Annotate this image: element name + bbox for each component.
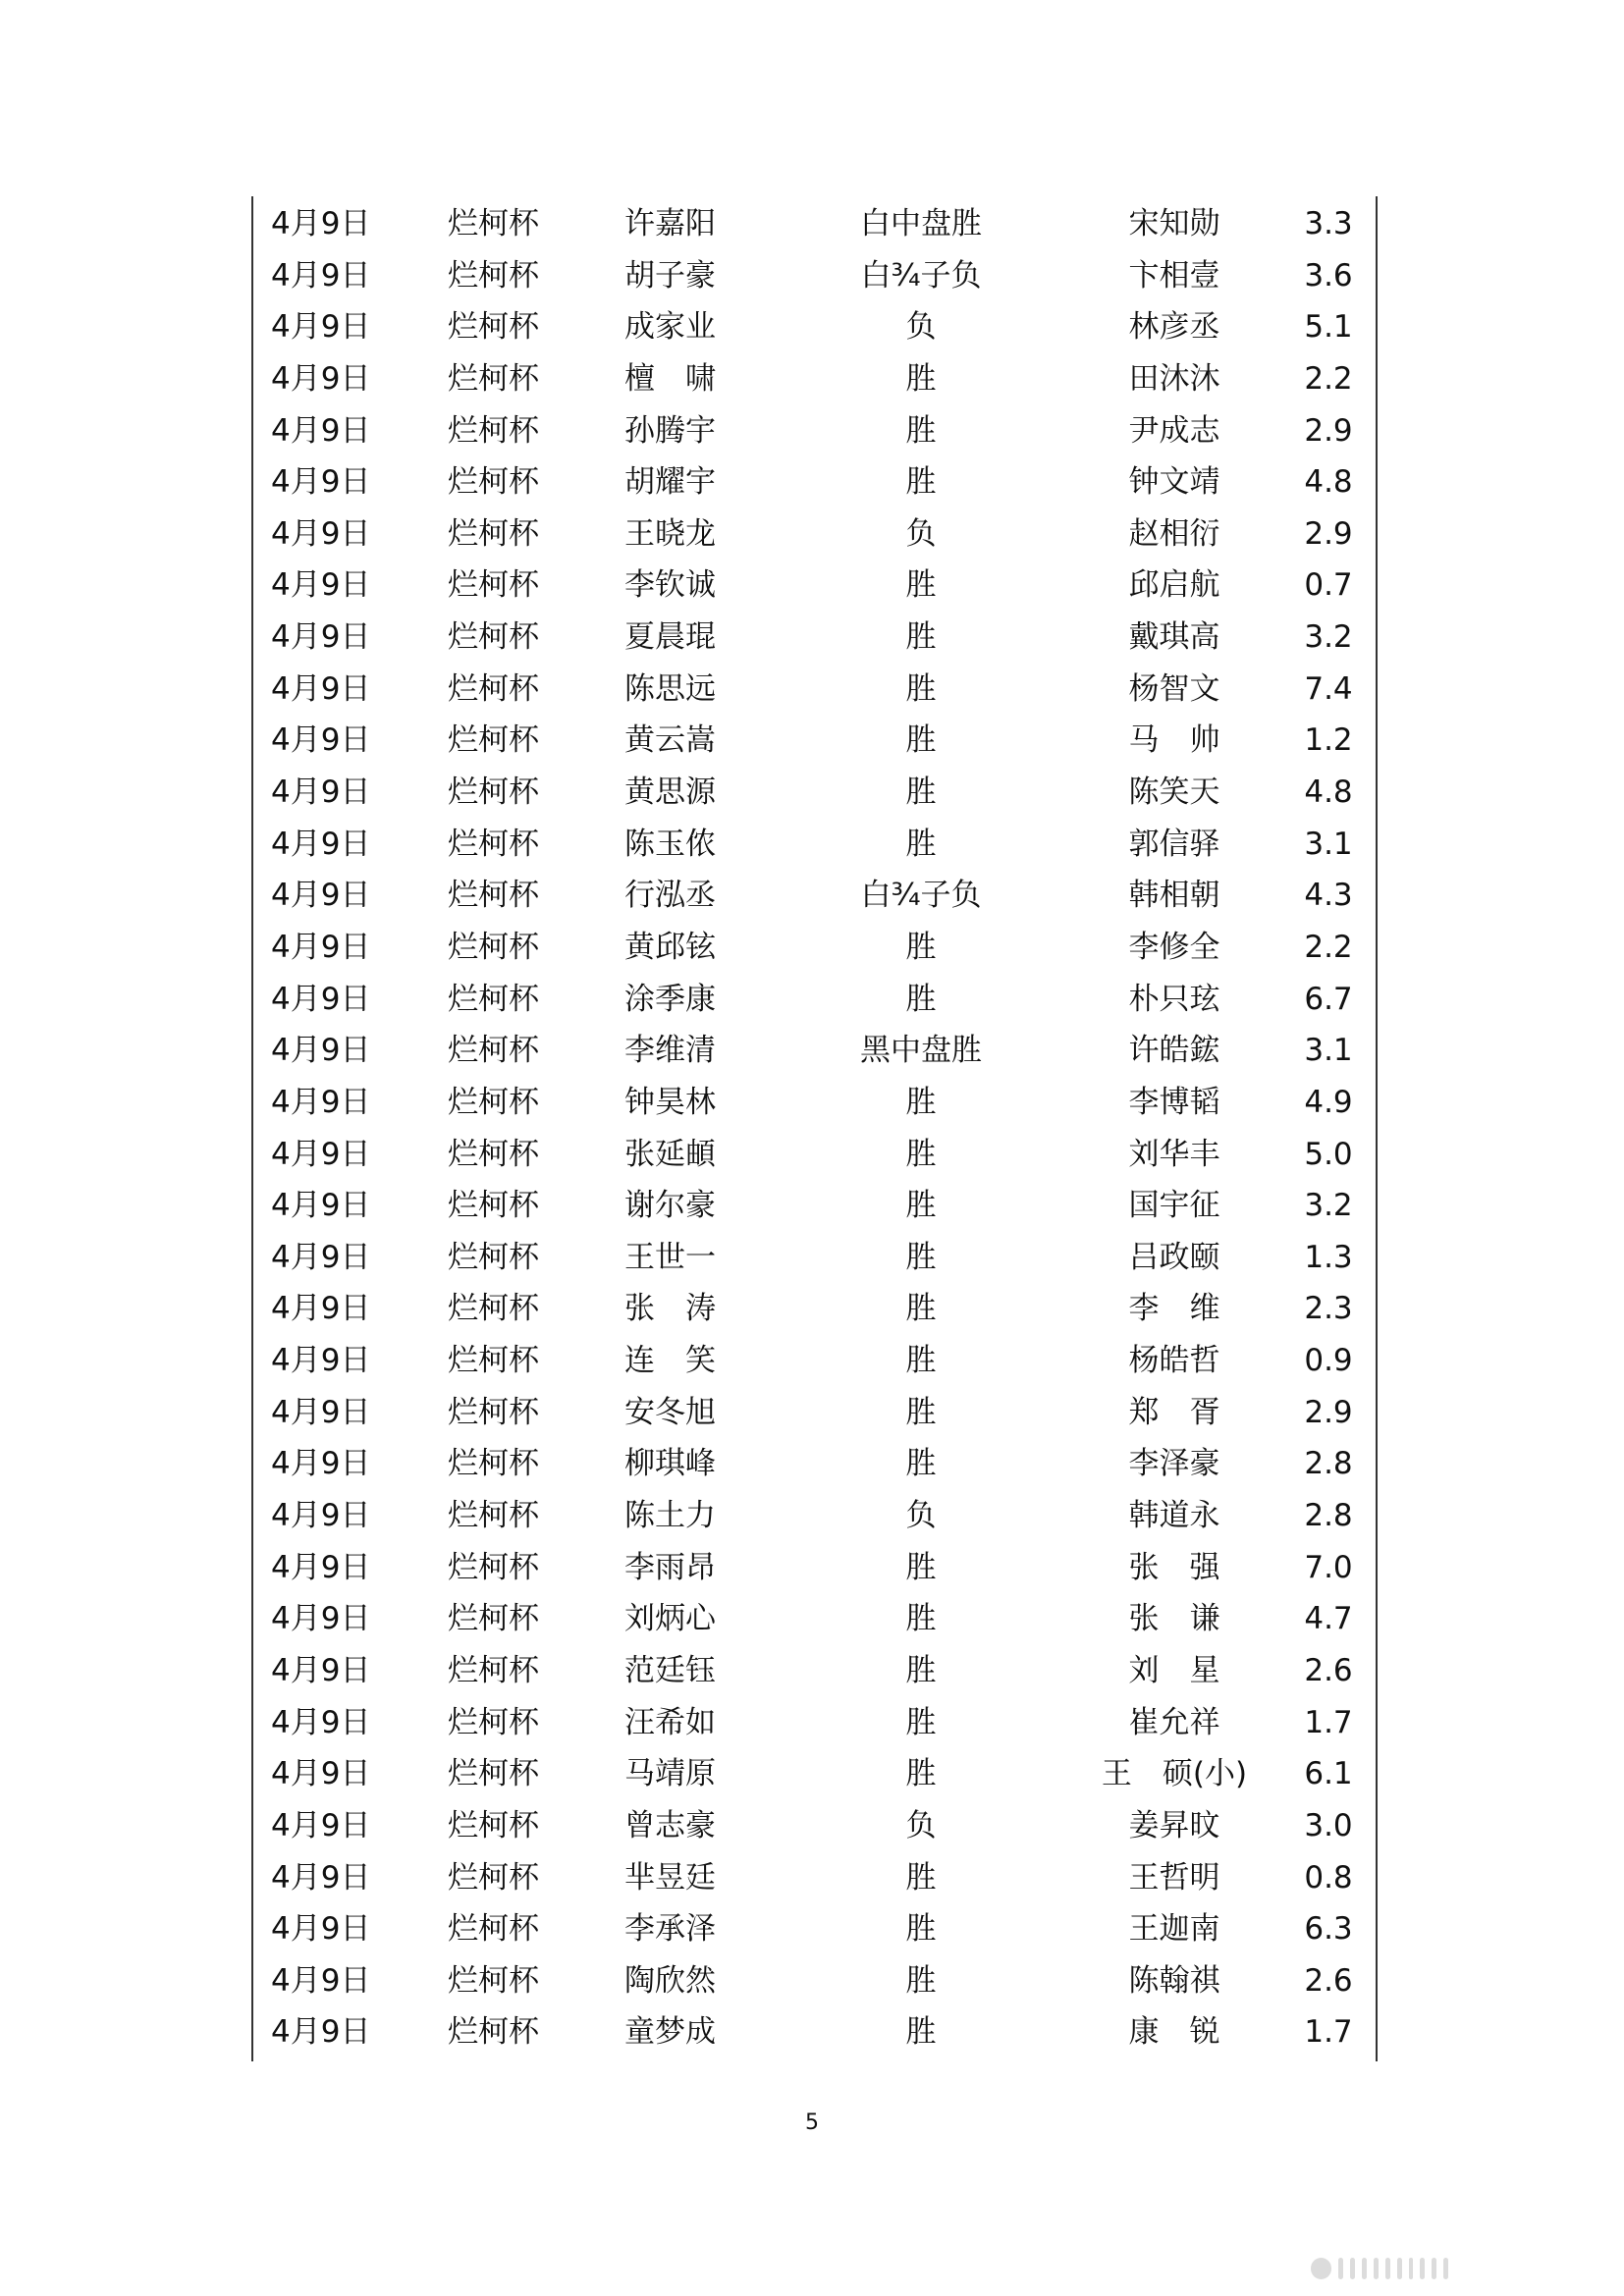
cell-cup: 烂柯杯 — [448, 567, 539, 604]
cell-player2: 刘 星 — [1128, 1652, 1220, 1688]
cell-player1: 陈土力 — [624, 1498, 716, 1534]
cell-player2: 陈翰祺 — [1128, 1962, 1220, 1999]
table-row — [253, 974, 1374, 1026]
cell-player2: 崔允祥 — [1128, 1704, 1220, 1740]
cell-date: 4月9日 — [271, 567, 371, 604]
cell-player1: 张延頔 — [624, 1136, 716, 1172]
cell-player1: 黄云嵩 — [624, 722, 716, 759]
page-number: 5 — [805, 2110, 819, 2135]
cell-score: 1.7 — [1304, 1704, 1353, 1740]
results-table — [253, 198, 1374, 2058]
cell-result: 胜 — [905, 619, 937, 656]
cell-cup: 烂柯杯 — [448, 309, 539, 346]
cell-cup: 烂柯杯 — [448, 1188, 539, 1224]
cell-result: 胜 — [905, 2014, 937, 2051]
cell-score: 6.3 — [1304, 1911, 1353, 1948]
cell-score: 3.1 — [1304, 826, 1353, 862]
table-row — [253, 2006, 1374, 2058]
cell-cup: 烂柯杯 — [448, 2014, 539, 2051]
table-row — [253, 1025, 1374, 1077]
cell-cup: 烂柯杯 — [448, 722, 539, 759]
table-row — [253, 1852, 1374, 1904]
cell-result: 负 — [905, 1498, 937, 1534]
cell-score: 4.9 — [1304, 1084, 1353, 1120]
cell-player2: 姜昇旼 — [1128, 1807, 1220, 1843]
cell-score: 7.4 — [1304, 670, 1353, 707]
cell-player2: 杨皓哲 — [1128, 1343, 1220, 1379]
cell-score: 7.0 — [1304, 1549, 1353, 1585]
cell-player1: 许嘉阳 — [624, 206, 716, 241]
cell-player1: 胡子豪 — [624, 257, 716, 294]
cell-player2: 戴琪高 — [1128, 619, 1220, 656]
cell-result: 胜 — [905, 981, 937, 1017]
cell-player1: 安冬旭 — [624, 1394, 716, 1430]
cell-player1: 钟昊林 — [624, 1084, 716, 1120]
cell-player2: 李 维 — [1128, 1291, 1220, 1327]
cell-cup: 烂柯杯 — [448, 1704, 539, 1740]
cell-date: 4月9日 — [271, 826, 371, 862]
table-row — [253, 405, 1374, 457]
cell-player2: 韩相朝 — [1128, 878, 1220, 914]
cell-result: 胜 — [905, 929, 937, 965]
cell-player2: 马 帅 — [1128, 722, 1220, 759]
cell-date: 4月9日 — [271, 722, 371, 759]
cell-player2: 李泽豪 — [1128, 1446, 1220, 1482]
cell-player2: 邱启航 — [1128, 567, 1220, 604]
cell-player2: 李博韬 — [1128, 1084, 1220, 1120]
cell-cup: 烂柯杯 — [448, 1549, 539, 1585]
cell-score: 2.9 — [1304, 412, 1353, 449]
cell-player2: 杨智文 — [1128, 670, 1220, 707]
cell-cup: 烂柯杯 — [448, 1859, 539, 1896]
cell-score: 0.9 — [1304, 1343, 1353, 1379]
cell-score: 4.8 — [1304, 774, 1353, 811]
cell-score: 3.0 — [1304, 1807, 1353, 1843]
cell-cup: 烂柯杯 — [448, 1343, 539, 1379]
cell-cup: 烂柯杯 — [448, 619, 539, 656]
cell-player2: 张 谦 — [1128, 1601, 1220, 1637]
cell-score: 5.1 — [1304, 309, 1353, 346]
cell-result: 负 — [905, 309, 937, 346]
table-row — [253, 508, 1374, 561]
cell-cup: 烂柯杯 — [448, 1033, 539, 1069]
table-row — [253, 819, 1374, 871]
cell-result: 胜 — [905, 360, 937, 397]
cell-cup: 烂柯杯 — [448, 464, 539, 501]
table-row — [253, 353, 1374, 405]
cell-player1: 行泓丞 — [624, 878, 716, 914]
cell-cup: 烂柯杯 — [448, 1601, 539, 1637]
cell-player1: 柳琪峰 — [624, 1446, 716, 1482]
cell-cup: 烂柯杯 — [448, 1136, 539, 1172]
cell-date: 4月9日 — [271, 1033, 371, 1069]
cell-score: 2.9 — [1304, 1394, 1353, 1430]
cell-result: 胜 — [905, 670, 937, 707]
table-row — [253, 1542, 1374, 1594]
cell-result: 胜 — [905, 1549, 937, 1585]
cell-result: 胜 — [905, 412, 937, 449]
cell-result: 黑中盘胜 — [860, 1033, 982, 1069]
cell-result: 胜 — [905, 1859, 937, 1896]
cell-cup: 烂柯杯 — [448, 1394, 539, 1430]
cell-score: 1.3 — [1304, 1239, 1353, 1275]
cell-date: 4月9日 — [271, 464, 371, 501]
cell-player1: 童梦成 — [624, 2014, 716, 2051]
table-row — [253, 1335, 1374, 1387]
cell-date: 4月9日 — [271, 1756, 371, 1792]
cell-cup: 烂柯杯 — [448, 1756, 539, 1792]
cell-player2: 陈笑天 — [1128, 774, 1220, 811]
cell-cup: 烂柯杯 — [448, 1239, 539, 1275]
cell-score: 2.3 — [1304, 1291, 1353, 1327]
table-row — [253, 1387, 1374, 1439]
cell-date: 4月9日 — [271, 412, 371, 449]
cell-result: 胜 — [905, 1343, 937, 1379]
cell-result: 胜 — [905, 1704, 937, 1740]
cell-result: 胜 — [905, 1136, 937, 1172]
cell-player1: 王世一 — [624, 1239, 716, 1275]
cell-player2: 钟文靖 — [1128, 464, 1220, 501]
table-row — [253, 1490, 1374, 1542]
cell-score: 1.2 — [1304, 722, 1353, 759]
table-row — [253, 198, 1374, 250]
cell-player2: 国宇征 — [1128, 1188, 1220, 1224]
cell-player2: 刘华丰 — [1128, 1136, 1220, 1172]
cell-date: 4月9日 — [271, 1394, 371, 1430]
cell-score: 3.3 — [1304, 206, 1353, 241]
cell-cup: 烂柯杯 — [448, 774, 539, 811]
cell-score: 0.7 — [1304, 567, 1353, 604]
cell-player1: 黄邱铉 — [624, 929, 716, 965]
cell-player1: 涂季康 — [624, 981, 716, 1017]
cell-date: 4月9日 — [271, 1652, 371, 1688]
cell-date: 4月9日 — [271, 1239, 371, 1275]
table-row — [253, 456, 1374, 508]
cell-result: 胜 — [905, 1911, 937, 1948]
cell-score: 2.6 — [1304, 1652, 1353, 1688]
cell-score: 3.2 — [1304, 619, 1353, 656]
cell-result: 白¾子负 — [860, 257, 982, 294]
cell-date: 4月9日 — [271, 1911, 371, 1948]
cell-date: 4月9日 — [271, 619, 371, 656]
cell-result: 胜 — [905, 1291, 937, 1327]
cell-player1: 李钦诚 — [624, 567, 716, 604]
cell-score: 2.9 — [1304, 515, 1353, 552]
cell-result: 胜 — [905, 464, 937, 501]
cell-player1: 范廷钰 — [624, 1652, 716, 1688]
cell-cup: 烂柯杯 — [448, 981, 539, 1017]
cell-date: 4月9日 — [271, 929, 371, 965]
cell-score: 2.6 — [1304, 1962, 1353, 1999]
cell-player1: 陈玉侬 — [624, 826, 716, 862]
table-row — [253, 1748, 1374, 1800]
cell-score: 2.2 — [1304, 929, 1353, 965]
cell-player1: 张 涛 — [624, 1291, 716, 1327]
cell-score: 6.7 — [1304, 981, 1353, 1017]
cell-date: 4月9日 — [271, 2014, 371, 2051]
table-row — [253, 1697, 1374, 1749]
cell-player1: 李维清 — [624, 1033, 716, 1069]
cell-player1: 汪希如 — [624, 1704, 716, 1740]
cell-result: 胜 — [905, 826, 937, 862]
cell-cup: 烂柯杯 — [448, 670, 539, 707]
cell-cup: 烂柯杯 — [448, 1962, 539, 1999]
cell-date: 4月9日 — [271, 206, 371, 241]
cell-date: 4月9日 — [271, 1704, 371, 1740]
cell-player2: 李修全 — [1128, 929, 1220, 965]
cell-date: 4月9日 — [271, 1859, 371, 1896]
cell-player2: 赵相衍 — [1128, 515, 1220, 552]
cell-cup: 烂柯杯 — [448, 878, 539, 914]
cell-cup: 烂柯杯 — [448, 1084, 539, 1120]
cell-score: 4.8 — [1304, 464, 1353, 501]
cell-score: 0.8 — [1304, 1859, 1353, 1896]
cell-player1: 刘炳心 — [624, 1601, 716, 1637]
cell-player1: 李承泽 — [624, 1911, 716, 1948]
cell-score: 4.3 — [1304, 878, 1353, 914]
table-row — [253, 250, 1374, 302]
table-row — [253, 664, 1374, 716]
cell-player1: 陈思远 — [624, 670, 716, 707]
cell-date: 4月9日 — [271, 981, 371, 1017]
cell-result: 胜 — [905, 1239, 937, 1275]
cell-player1: 曾志豪 — [624, 1807, 716, 1843]
cell-cup: 烂柯杯 — [448, 257, 539, 294]
cell-result: 胜 — [905, 722, 937, 759]
cell-date: 4月9日 — [271, 360, 371, 397]
cell-player2: 康 锐 — [1128, 2014, 1220, 2051]
cell-player2: 许皓鋐 — [1128, 1033, 1220, 1069]
cell-player2: 王哲明 — [1128, 1859, 1220, 1896]
cell-player2: 卞相壹 — [1128, 257, 1220, 294]
cell-player2: 王 硕(小) — [1101, 1756, 1248, 1792]
cell-player2: 郑 胥 — [1128, 1394, 1220, 1430]
cell-score: 3.6 — [1304, 257, 1353, 294]
cell-player2: 郭信驿 — [1128, 826, 1220, 862]
table-row — [253, 560, 1374, 612]
cell-date: 4月9日 — [271, 1136, 371, 1172]
cell-result: 胜 — [905, 1601, 937, 1637]
cell-player2: 宋知勋 — [1128, 206, 1220, 241]
cell-date: 4月9日 — [271, 1291, 371, 1327]
cell-player1: 王晓龙 — [624, 515, 716, 552]
cell-player1: 胡耀宇 — [624, 464, 716, 501]
cell-result: 白中盘胜 — [860, 206, 982, 241]
cell-player1: 马靖原 — [624, 1756, 716, 1792]
cell-date: 4月9日 — [271, 1188, 371, 1224]
table-row — [253, 1232, 1374, 1284]
cell-player1: 檀 啸 — [624, 360, 716, 397]
table-row — [253, 1955, 1374, 2007]
cell-score: 3.2 — [1304, 1188, 1353, 1224]
cell-date: 4月9日 — [271, 1343, 371, 1379]
cell-score: 2.2 — [1304, 360, 1353, 397]
cell-date: 4月9日 — [271, 1084, 371, 1120]
cell-player1: 夏晨琨 — [624, 619, 716, 656]
cell-cup: 烂柯杯 — [448, 515, 539, 552]
table-row — [253, 1283, 1374, 1335]
cell-cup: 烂柯杯 — [448, 1498, 539, 1534]
cell-date: 4月9日 — [271, 1498, 371, 1534]
cell-result: 白¾子负 — [860, 878, 982, 914]
cell-player2: 韩道永 — [1128, 1498, 1220, 1534]
cell-cup: 烂柯杯 — [448, 206, 539, 241]
cell-date: 4月9日 — [271, 515, 371, 552]
cell-date: 4月9日 — [271, 1549, 371, 1585]
table-row — [253, 922, 1374, 974]
table-row — [253, 612, 1374, 664]
cell-player1: 李雨昂 — [624, 1549, 716, 1585]
cell-score: 3.1 — [1304, 1033, 1353, 1069]
cell-player2: 林彦丞 — [1128, 309, 1220, 346]
table-row — [253, 767, 1374, 819]
table-row — [253, 1129, 1374, 1181]
table-row — [253, 1903, 1374, 1955]
cell-date: 4月9日 — [271, 878, 371, 914]
cell-player1: 谢尔豪 — [624, 1188, 716, 1224]
table-row — [253, 1645, 1374, 1697]
cell-date: 4月9日 — [271, 670, 371, 707]
table-row — [253, 1077, 1374, 1129]
cell-player1: 成家业 — [624, 309, 716, 346]
cell-result: 胜 — [905, 567, 937, 604]
cell-score: 2.8 — [1304, 1498, 1353, 1534]
cell-result: 胜 — [905, 1756, 937, 1792]
cell-result: 胜 — [905, 1188, 937, 1224]
cell-cup: 烂柯杯 — [448, 1652, 539, 1688]
cell-player2: 朴只玹 — [1128, 981, 1220, 1017]
cell-cup: 烂柯杯 — [448, 1446, 539, 1482]
cell-cup: 烂柯杯 — [448, 929, 539, 965]
cell-cup: 烂柯杯 — [448, 1911, 539, 1948]
cell-result: 负 — [905, 1807, 937, 1843]
cell-cup: 烂柯杯 — [448, 412, 539, 449]
cell-result: 胜 — [905, 1394, 937, 1430]
table-row — [253, 1800, 1374, 1852]
cell-score: 5.0 — [1304, 1136, 1353, 1172]
cell-result: 负 — [905, 515, 937, 552]
cell-date: 4月9日 — [271, 774, 371, 811]
table-row — [253, 301, 1374, 353]
cell-cup: 烂柯杯 — [448, 1807, 539, 1843]
cell-result: 胜 — [905, 1962, 937, 1999]
cell-date: 4月9日 — [271, 257, 371, 294]
cell-player1: 孙腾宇 — [624, 412, 716, 449]
cell-player2: 尹成志 — [1128, 412, 1220, 449]
cell-cup: 烂柯杯 — [448, 360, 539, 397]
cell-player1: 芈昱廷 — [624, 1859, 716, 1896]
cell-cup: 烂柯杯 — [448, 1291, 539, 1327]
cell-player1: 陶欣然 — [624, 1962, 716, 1999]
cell-date: 4月9日 — [271, 1962, 371, 1999]
cell-player1: 黄思源 — [624, 774, 716, 811]
cell-result: 胜 — [905, 774, 937, 811]
table-row — [253, 870, 1374, 922]
cell-player2: 王迦南 — [1128, 1911, 1220, 1948]
cell-score: 2.8 — [1304, 1446, 1353, 1482]
cell-date: 4月9日 — [271, 309, 371, 346]
cell-score: 6.1 — [1304, 1756, 1353, 1792]
cell-date: 4月9日 — [271, 1446, 371, 1482]
table-row — [253, 1593, 1374, 1645]
cell-date: 4月9日 — [271, 1601, 371, 1637]
table-row — [253, 1180, 1374, 1232]
cell-score: 1.7 — [1304, 2014, 1353, 2051]
table-row — [253, 715, 1374, 767]
table-row — [253, 1438, 1374, 1490]
cell-result: 胜 — [905, 1652, 937, 1688]
cell-date: 4月9日 — [271, 1807, 371, 1843]
cell-score: 4.7 — [1304, 1601, 1353, 1637]
cell-result: 胜 — [905, 1084, 937, 1120]
cell-player1: 连 笑 — [624, 1343, 716, 1379]
cell-cup: 烂柯杯 — [448, 826, 539, 862]
cell-result: 胜 — [905, 1446, 937, 1482]
cell-player2: 田沐沐 — [1128, 360, 1220, 397]
cell-player2: 张 强 — [1128, 1549, 1220, 1585]
watermark-icon — [1311, 2258, 1448, 2279]
cell-player2: 吕政颐 — [1128, 1239, 1220, 1275]
